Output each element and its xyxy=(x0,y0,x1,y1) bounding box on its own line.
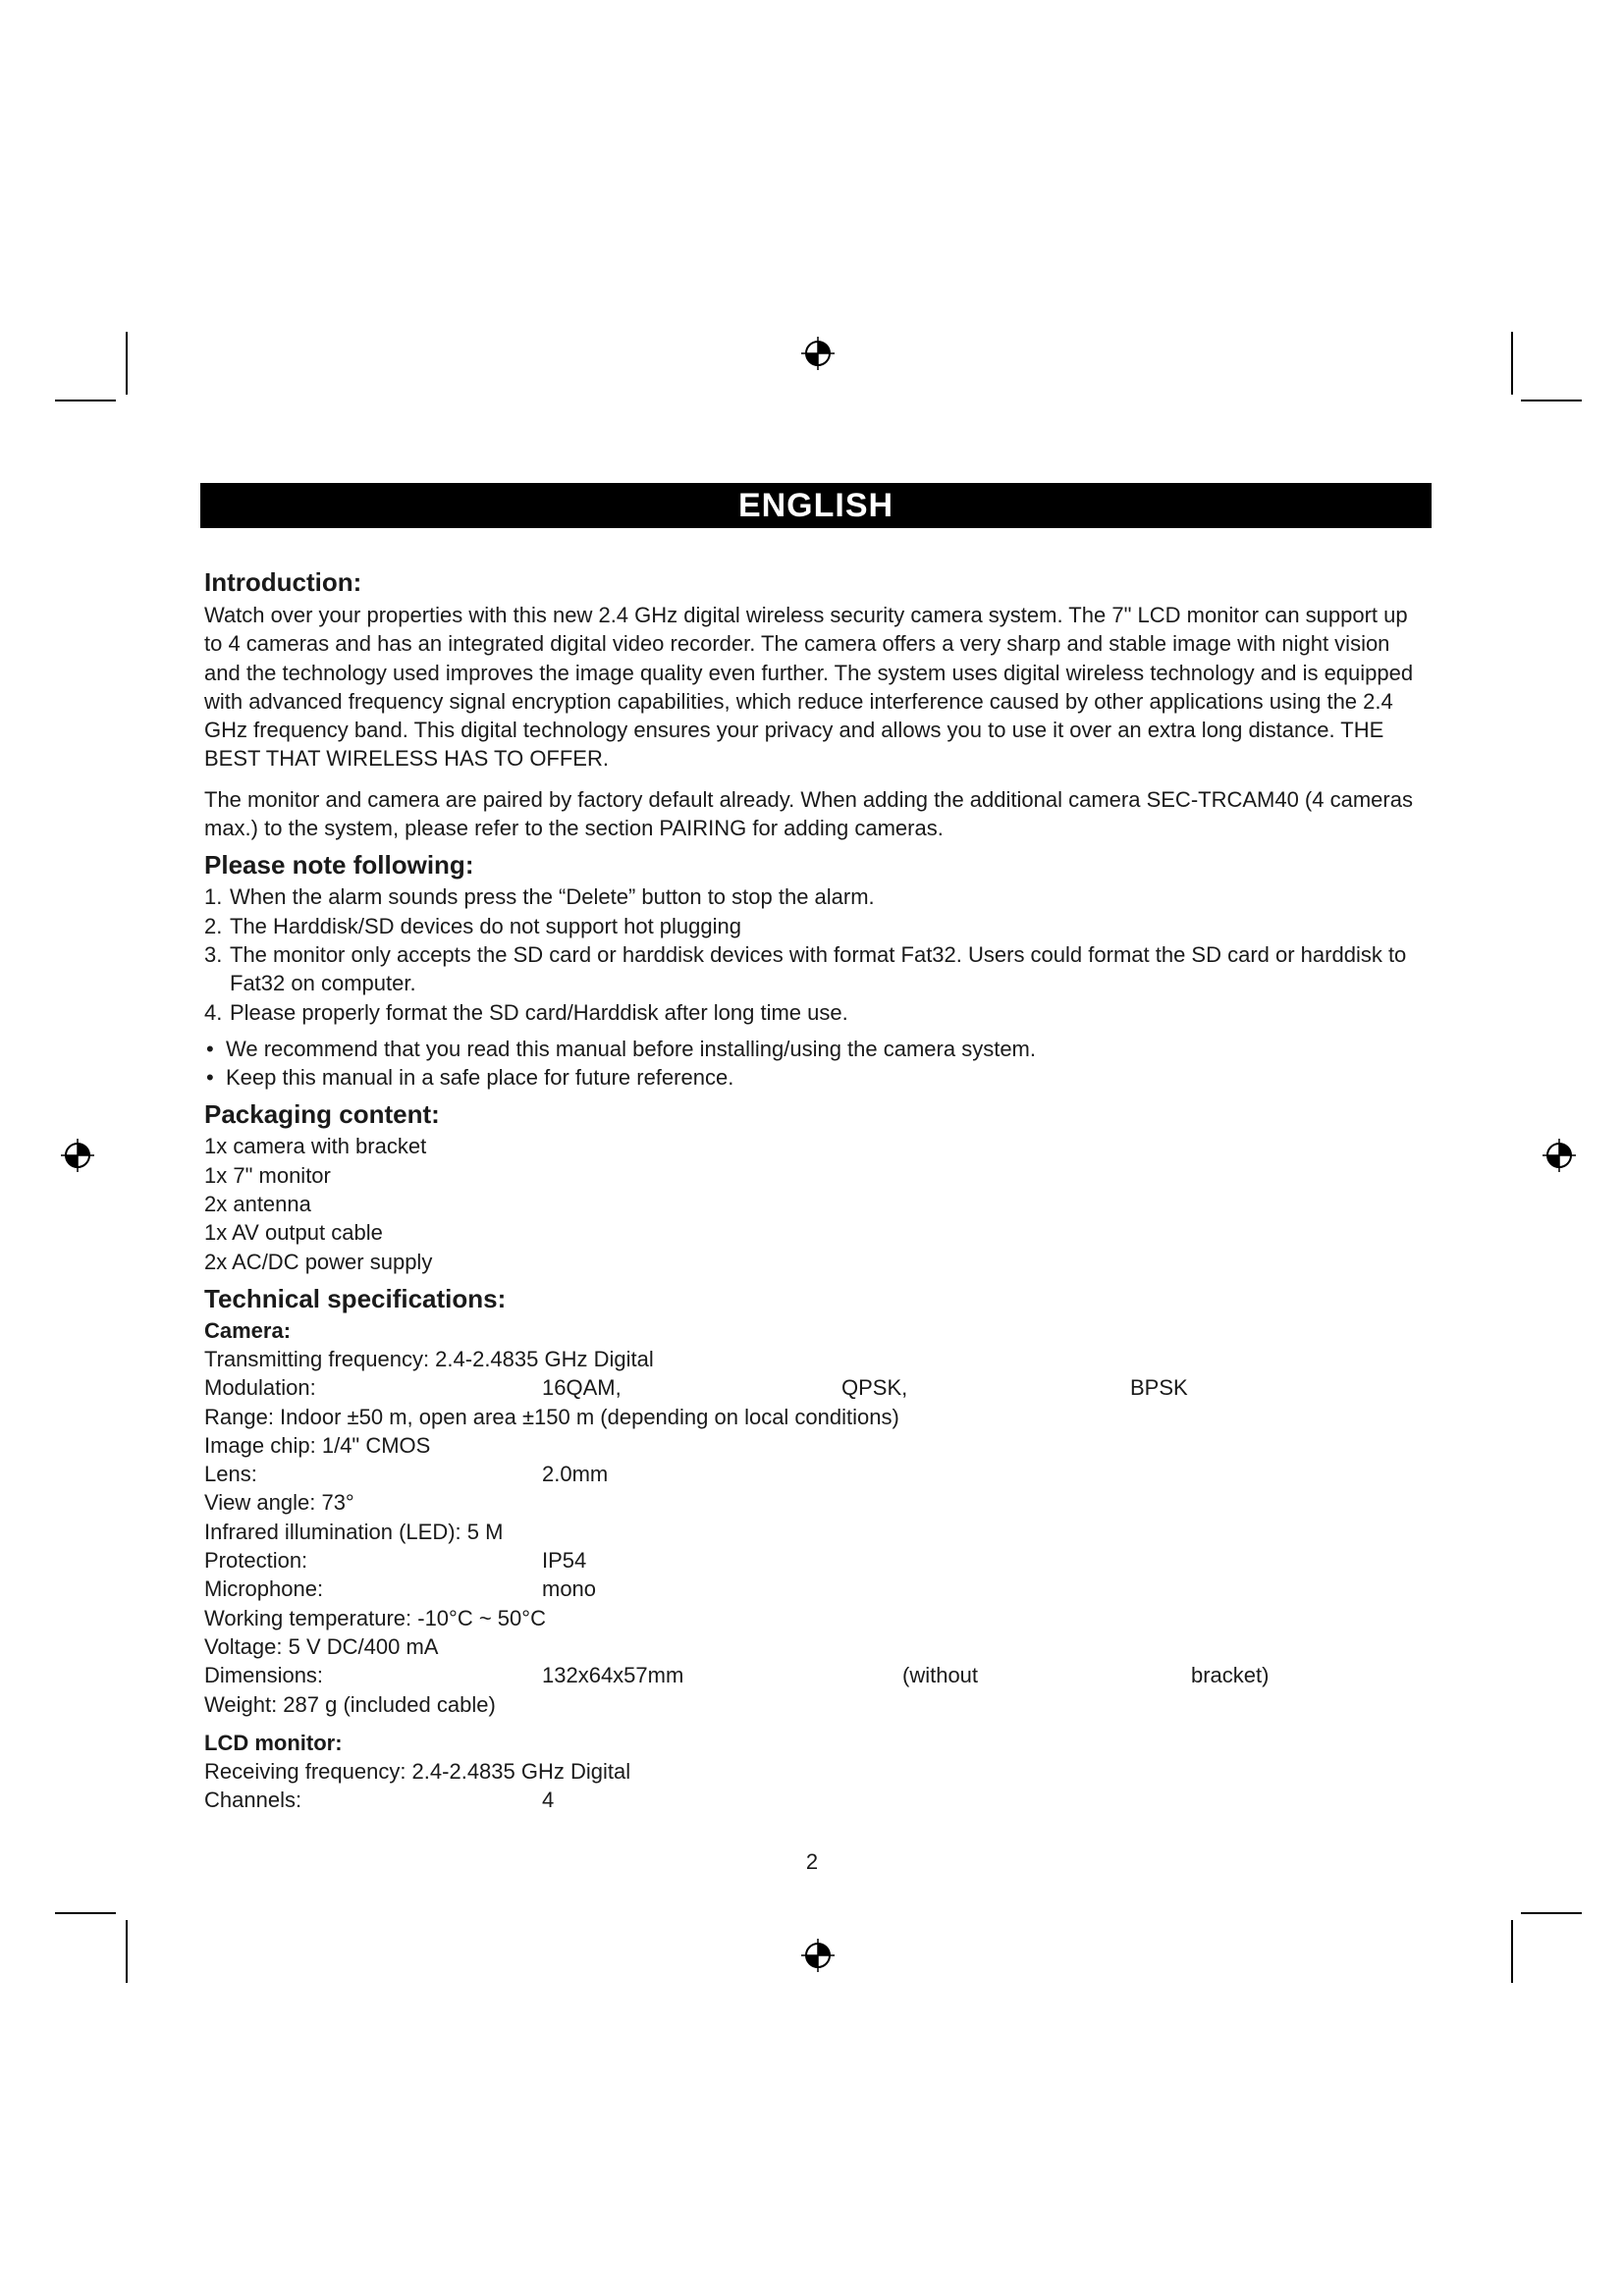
manual-content xyxy=(204,567,1432,1814)
packaging-item: 1x 7" monitor xyxy=(204,1162,331,1188)
spec-infrared: Infrared illumination (LED): 5 M xyxy=(204,1519,504,1544)
crop-mark-top-left-v xyxy=(126,332,128,395)
spec-lens: Lens: 2.0mm xyxy=(204,1462,609,1487)
packaging-list xyxy=(204,1132,1432,1275)
introduction-heading: Introduction: xyxy=(204,567,362,597)
registration-mark-top-icon xyxy=(801,337,835,370)
crop-mark-bottom-right-h xyxy=(1521,1912,1582,1914)
crop-mark-top-left-h xyxy=(55,400,116,401)
language-banner: ENGLISH xyxy=(200,483,1432,528)
crop-mark-bottom-left-v xyxy=(126,1920,128,1983)
bullet-item xyxy=(204,1035,1432,1063)
packaging-item: 2x antenna xyxy=(204,1192,311,1217)
page-number: 2 xyxy=(805,1849,819,1874)
registration-mark-bottom-icon xyxy=(801,1939,835,1972)
notes-heading: Please note following: xyxy=(204,850,474,881)
spec-microphone: Microphone: mono xyxy=(204,1576,597,1602)
spec-view-angle: View angle: 73° xyxy=(204,1490,354,1516)
lcd-specs-heading: LCD monitor: xyxy=(204,1730,343,1755)
note-item xyxy=(204,940,1432,998)
note-number: 4. xyxy=(204,999,223,1025)
packaging-item: 1x AV output cable xyxy=(204,1220,383,1246)
note-text: Please properly format the SD card/Harddisk after long time use. xyxy=(230,999,848,1025)
note-item xyxy=(204,998,1432,1027)
bullet-icon: • xyxy=(206,1065,214,1091)
notes-numbered-list xyxy=(204,882,1432,1026)
spec-dimensions: Dimensions: 132x64x57mm (without bracket) xyxy=(204,1663,1270,1688)
bullet-item xyxy=(204,1063,1432,1092)
spec-receiving-frequency: Receiving frequency: 2.4-2.4835 GHz Digital xyxy=(204,1758,631,1784)
crop-mark-top-right-h xyxy=(1521,400,1582,401)
note-number: 2. xyxy=(204,913,223,938)
spec-transmitting-frequency: Transmitting frequency: 2.4-2.4835 GHz Digital xyxy=(204,1346,654,1371)
spec-weight: Weight: 287 g (included cable) xyxy=(204,1691,496,1717)
registration-mark-left-icon xyxy=(61,1139,94,1172)
spec-range: Range: Indoor ±50 m, open area ±150 m (depending on local conditions) xyxy=(204,1404,899,1429)
notes-bullet-list xyxy=(204,1035,1432,1093)
note-item xyxy=(204,882,1432,911)
spec-protection: Protection: IP54 xyxy=(204,1548,587,1574)
packaging-heading: Packaging content: xyxy=(204,1099,440,1130)
packaging-item: 2x AC/DC power supply xyxy=(204,1249,433,1274)
spec-modulation: Modulation: 16QAM, QPSK, BPSK xyxy=(204,1375,1188,1401)
note-number: 1. xyxy=(204,884,223,910)
crop-mark-bottom-left-h xyxy=(55,1912,116,1914)
spec-image-chip: Image chip: 1/4" CMOS xyxy=(204,1432,431,1458)
spec-voltage: Voltage: 5 V DC/400 mA xyxy=(204,1633,439,1659)
note-item xyxy=(204,912,1432,940)
registration-mark-right-icon xyxy=(1543,1139,1576,1172)
spec-working-temperature: Working temperature: -10°C ~ 50°C xyxy=(204,1605,546,1630)
packaging-item: 1x camera with bracket xyxy=(204,1134,427,1159)
specs-heading: Technical specifications: xyxy=(204,1283,507,1313)
introduction-paragraph-2: The monitor and camera are paired by factory default already. When adding the additional camera SEC-TRCAM40 (4 cameras max.) to the system, please refer to the section PAIRING for adding cameras. xyxy=(204,786,1413,841)
bullet-text: We recommend that you read this manual before installing/using the camera system. xyxy=(226,1036,1036,1061)
crop-mark-top-right-v xyxy=(1511,332,1513,395)
introduction-paragraph-1: Watch over your properties with this new 2.4 GHz digital wireless security camera system. The 7" LCD monitor can support up to 4 cameras and has an integrated digital video recorder. The camera offers a very sharp and stable image with night vision and the technology used improves the image quality even further. The system uses digital wireless technology and is equipped with advanced frequency signal encryption capabilities, which reduce interference caused by other applications using the 2.4 GHz frequency band. This digital technology ensures your privacy and allows you to use it over an extra long distance. THE BEST THAT WIRELESS HAS TO OFFER. xyxy=(204,603,1414,772)
note-number: 3. xyxy=(204,941,223,967)
note-text: The monitor only accepts the SD card or harddisk devices with format Fat32. Users could format the SD card or harddisk to Fat32 on computer. xyxy=(230,941,1407,996)
bullet-text: Keep this manual in a safe place for future reference. xyxy=(226,1065,734,1091)
note-text: The Harddisk/SD devices do not support hot plugging xyxy=(230,913,741,938)
spec-channels: Channels: 4 xyxy=(204,1788,555,1813)
camera-specs-heading: Camera: xyxy=(204,1317,292,1343)
crop-mark-bottom-right-v xyxy=(1511,1920,1513,1983)
note-text: When the alarm sounds press the “Delete” button to stop the alarm. xyxy=(230,884,875,910)
bullet-icon: • xyxy=(206,1036,214,1061)
